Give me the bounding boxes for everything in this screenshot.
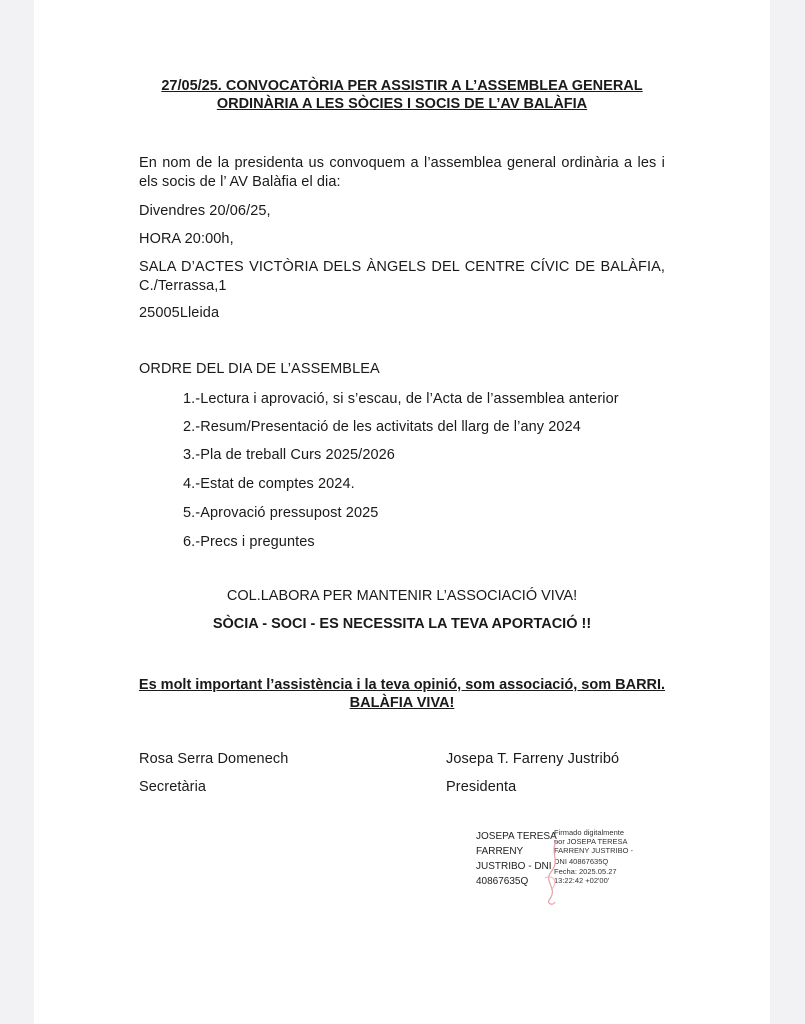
intro-line-1: En nom de la presidenta us convoquem a l’assemblea general ordinària a les i (139, 155, 665, 171)
signature-detail-line: DNI 40867635Q (554, 857, 609, 866)
agenda-item: 3.-Pla de treball Curs 2025/2026 (183, 447, 395, 463)
president-name: Josepa T. Farreny Justribó (446, 751, 620, 767)
contribution-appeal: SÒCIA - SOCI - ES NECESSITA LA TEVA APORTACIÓ !! (212, 616, 592, 632)
collaborate-slogan: COL.LABORA PER MANTENIR L’ASSOCIACIÓ VIVA! (226, 588, 578, 604)
important-line-1: Es molt important l’assistència i la teva opinió, som associació, som BARRI. (138, 677, 666, 693)
signature-name-line: FARRENY (476, 846, 524, 857)
signature-name-line: 40867635Q (476, 876, 529, 887)
postcode-city: 25005Lleida (139, 305, 220, 321)
meeting-time: HORA 20:00h, (139, 231, 234, 247)
title-line-2: ORDINÀRIA A LES SÒCIES I SOCIS DE L’AV BALÀFIA (216, 96, 588, 112)
signature-detail-line: Fecha: 2025.05.27 (554, 867, 617, 876)
venue-line-2: C./Terrassa,1 (139, 278, 227, 294)
signature-detail-line: Firmado digitalmente (554, 828, 625, 837)
intro-line-2: els socis de l’ AV Balàfia el dia: (139, 174, 341, 190)
meeting-date: Divendres 20/06/25, (139, 203, 271, 219)
agenda-item: 1.-Lectura i aprovació, si s’escau, de l’Acta de l’assemblea anterior (183, 391, 619, 407)
agenda-item: 4.-Estat de comptes 2024. (183, 476, 355, 492)
agenda-item: 5.-Aprovació pressupost 2025 (183, 505, 379, 521)
secretary-name: Rosa Serra Domenech (139, 751, 289, 767)
important-line-2: BALÀFIA VIVA! (349, 695, 455, 711)
signature-name-line: JUSTRIBO - DNI (476, 861, 552, 872)
agenda-item: 6.-Precs i preguntes (183, 534, 315, 550)
agenda-item: 2.-Resum/Presentació de les activitats del llarg de l’any 2024 (183, 419, 581, 435)
president-role: Presidenta (446, 779, 517, 795)
signature-detail-line: 13:22:42 +02'00' (554, 876, 610, 885)
secretary-role: Secretària (139, 779, 207, 795)
venue-line-1: SALA D’ACTES VICTÒRIA DELS ÀNGELS DEL CENTRE CÍVIC DE BALÀFIA, (139, 259, 665, 275)
signature-detail-line: por JOSEPA TERESA (554, 837, 628, 846)
signature-detail-line: FARRENY JUSTRIBO - (554, 846, 634, 855)
title-line-1: 27/05/25. CONVOCATÒRIA PER ASSISTIR A L’ASSEMBLEA GENERAL (161, 78, 643, 94)
agenda-heading: ORDRE DEL DIA DE L’ASSEMBLEA (139, 361, 380, 377)
document-page (34, 0, 770, 1024)
signature-scribble-icon (539, 838, 569, 908)
signature-name-line: JOSEPA TERESA (476, 831, 557, 842)
